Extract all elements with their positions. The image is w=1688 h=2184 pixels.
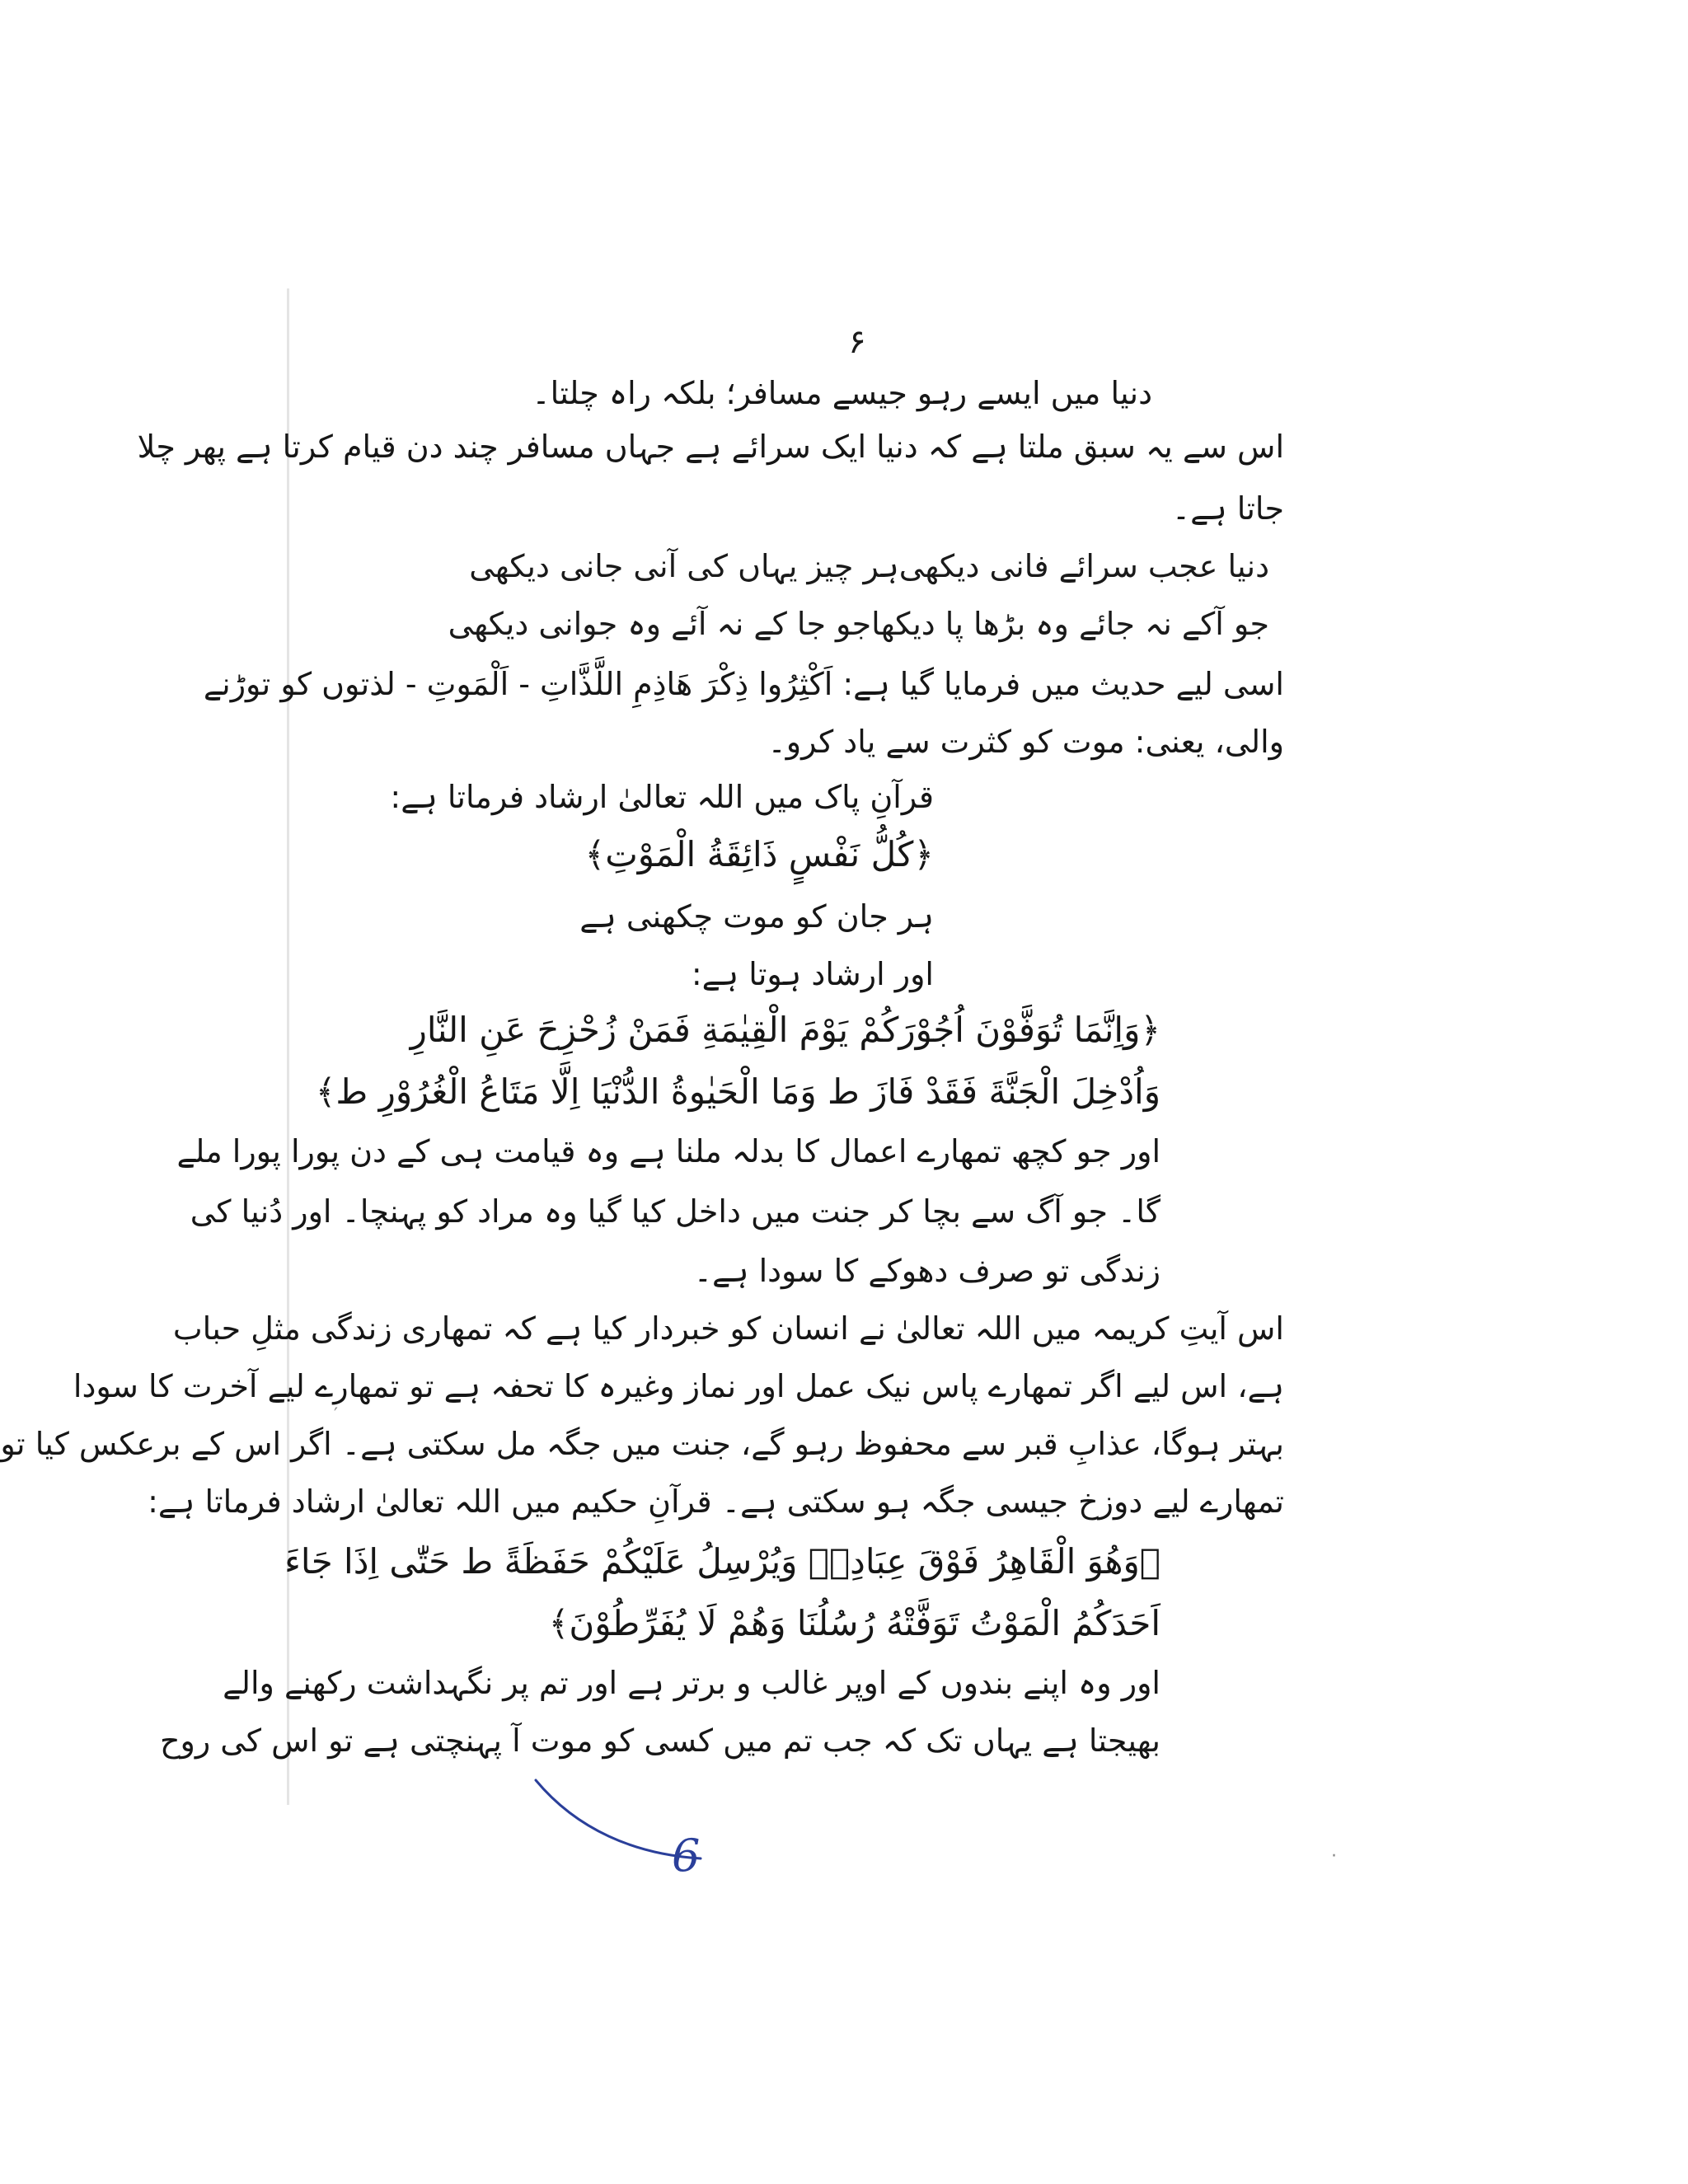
quran-verse: اَحَدَكُمُ الْمَوْتُ تَوَفَّتْهُ رُسُلُنَا وَهُمْ لَا يُفَرِّطُوْنَ﴾ xyxy=(548,1603,1160,1643)
poem-hemistich: ہر چیز یہاں کی آنی جانی دیکھی xyxy=(469,548,899,584)
handwritten-page-mark: 6 xyxy=(672,1830,701,1882)
text-line: بھیجتا ہے یہاں تک کہ جب تم میں کسی کو موت آ پہنچتی ہے تو اس کی روح xyxy=(159,1722,1160,1759)
poem-hemistich: جو جا کے نہ آئے وہ جوانی دیکھی xyxy=(448,606,872,642)
quran-verse: ﴿كُلُّ نَفْسٍ ذَائِقَةُ الْمَوْتِ﴾ xyxy=(584,834,934,874)
quran-verse: ﴿وَاِنَّمَا تُوَفَّوْنَ اُجُوْرَكُمْ يَوْمَ الْقِيٰمَةِ فَمَنْ زُحْزِحَ عَنِ النَّارِ xyxy=(410,1010,1160,1050)
quran-verse: وَاُدْخِلَ الْجَنَّةَ فَقَدْ فَازَ ط وَمَا الْحَيٰوةُ الدُّنْيَا اِلَّا مَتَاعُ الْغُرُوْرِ ط﴾ xyxy=(315,1071,1160,1112)
text-line: جاتا ہے۔ xyxy=(1171,490,1284,527)
poem-verse xyxy=(448,606,1269,642)
page-number: ۶ xyxy=(848,323,866,361)
margin-mark: · xyxy=(1331,1846,1337,1867)
margin-mark: ′ xyxy=(334,1405,338,1426)
text-line: اسی لیے حدیث میں فرمایا گیا ہے: اَکْثِرُوا ذِکْرَ هَاذِمِ اللَّذَّاتِ - اَلْمَوتِ - لذتوں کو توڑنے xyxy=(203,666,1284,702)
text-line: تمھارے لیے دوزخ جیسی جگہ ہو سکتی ہے۔ قرآنِ حکیم میں اللہ تعالیٰ ارشاد فرماتا ہے: xyxy=(148,1483,1284,1520)
text-line: بہتر ہوگا، عذابِ قبر سے محفوظ رہو گے، جنت میں جگہ مل سکتی ہے۔ اگر اس کے برعکس کیا تو xyxy=(0,1426,1284,1462)
poem-hemistich: دنیا عجب سرائے فانی دیکھی xyxy=(898,548,1269,584)
text-line: اور وہ اپنے بندوں کے اوپر غالب و برتر ہے اور تم پر نگہداشت رکھنے والے xyxy=(223,1665,1160,1701)
text-line: ہے، اس لیے اگر تمھارے پاس نیک عمل اور نماز وغیرہ کا تحفہ ہے تو تمھارے لیے آخرت کا سودا xyxy=(73,1368,1284,1404)
text-line: ہر جان کو موت چکھنی ہے xyxy=(579,898,934,935)
text-line: گا۔ جو آگ سے بچا کر جنت میں داخل کیا گیا وہ مراد کو پہنچا۔ اور دُنیا کی xyxy=(190,1193,1160,1230)
text-line: اس آیتِ کریمہ میں اللہ تعالیٰ نے انسان کو خبردار کیا ہے کہ تمھاری زندگی مثلِ حباب xyxy=(172,1310,1284,1347)
text-line: قرآنِ پاک میں اللہ تعالیٰ ارشاد فرماتا ہے: xyxy=(390,779,934,815)
text-line: اور ارشاد ہوتا ہے: xyxy=(691,956,934,992)
text-line: زندگی تو صرف دھوکے کا سودا ہے۔ xyxy=(693,1253,1160,1289)
poem-verse xyxy=(469,548,1269,584)
text-line: اور جو کچھ تمھارے اعمال کا بدلہ ملنا ہے وہ قیامت ہی کے دن پورا پورا ملے xyxy=(176,1133,1160,1169)
text-line: والی، یعنی: موت کو کثرت سے یاد کرو۔ xyxy=(767,724,1284,760)
text-line: دنیا میں ایسے رہو جیسے مسافر؛ بلکہ راہ چلتا۔ xyxy=(532,375,1152,411)
quran-verse: ﴿وَهُوَ الْقَاهِرُ فَوْقَ عِبَادِهٖ وَيُرْسِلُ عَلَيْكُمْ حَفَظَةً ط حَتّٰى اِذَا جَاءَ xyxy=(284,1541,1160,1582)
text-line: اس سے یہ سبق ملتا ہے کہ دنیا ایک سرائے ہے جہاں مسافر چند دن قیام کرتا ہے پھر چلا xyxy=(137,429,1284,465)
poem-hemistich: جو آکے نہ جائے وہ بڑھا پا دیکھا xyxy=(871,606,1269,642)
